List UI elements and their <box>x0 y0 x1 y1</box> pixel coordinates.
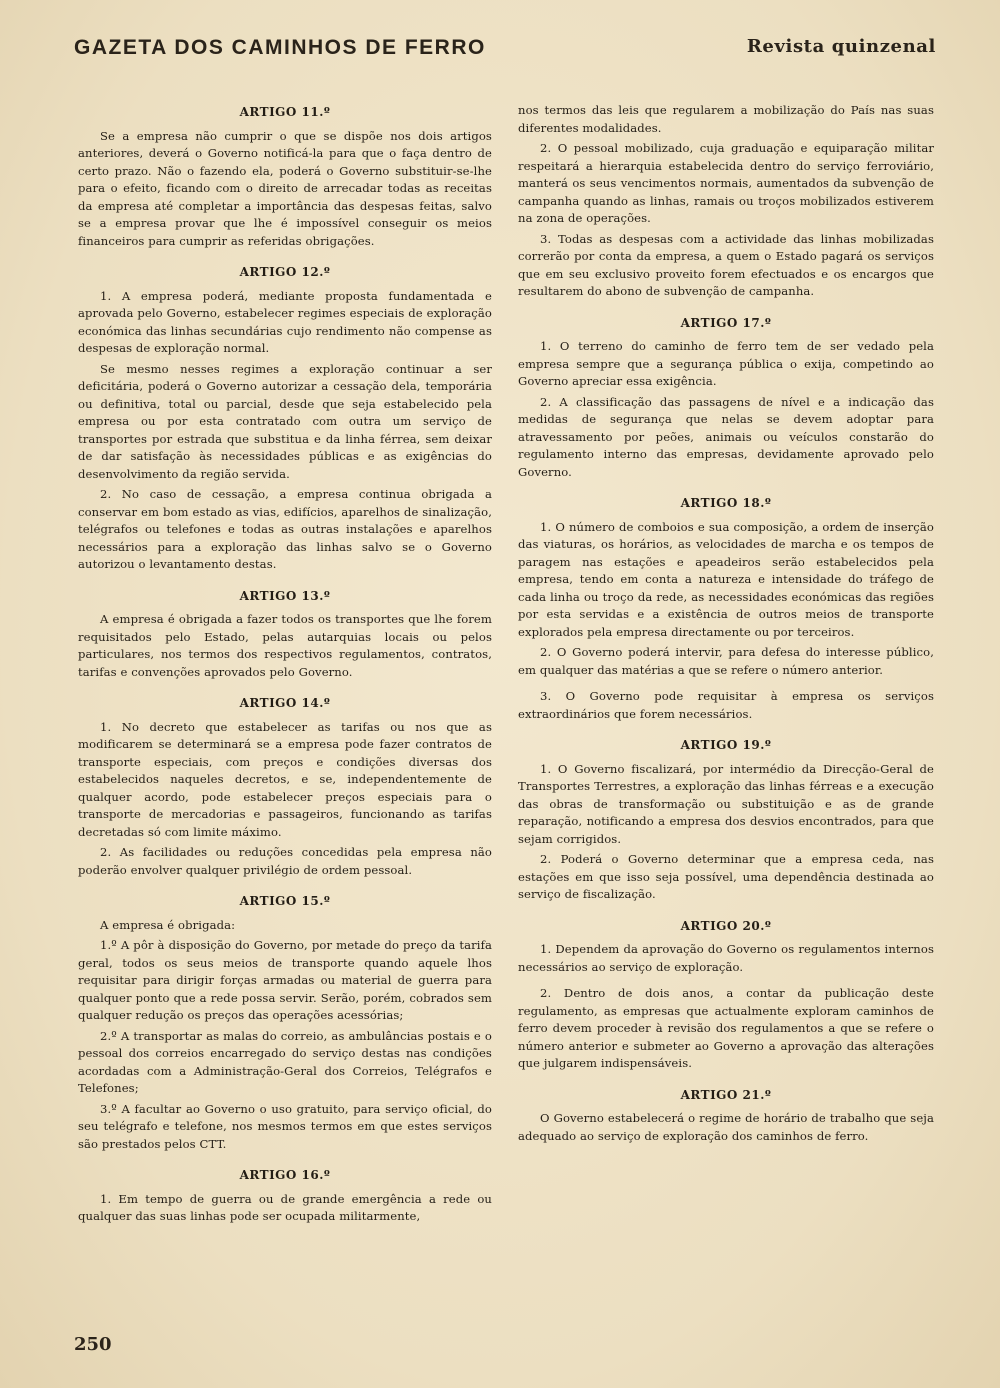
article-14 <box>78 695 492 879</box>
article-paragraph: 1.º A pôr à disposição do Governo, por metade do preço da tarifa geral, todos os seus meios de transporte quando aquele lhos requisitar para dirigir forças armadas ou material de guerra para qualquer ponto que a rede possa servir. Serão, porém, cobrados sem qualquer redução os preços das operações acessórias; <box>78 938 492 1022</box>
article-21 <box>518 1087 934 1146</box>
article-paragraph: 2. Poderá o Governo determinar que a empresa ceda, nas estações em que isso seja possível, uma dependência destinada ao serviço de fiscalização. <box>518 852 934 901</box>
article-paragraph: 2. No caso de cessação, a empresa continua obrigada a conservar em bom estado as vias, edifícios, aparelhos de sinalização, telégrafos ou telefones e todas as outras instalações e aparelhos necessários para a exploração das linhas salvo se o Governo autorizou o levantamento destas. <box>78 487 492 571</box>
article-paragraph: 2. O pessoal mobilizado, cuja graduação e equiparação militar respeitará a hierarquia estabelecida dentro do serviço ferroviário, manterá os seus vencimentos normais, aumentados da subvenção de campanha quando as linhas, ramais ou troços mobilizados estiverem na zona de operações. <box>518 141 934 225</box>
article-13 <box>78 588 492 682</box>
article-paragraph: 1. A empresa poderá, mediante proposta fundamentada e aprovada pelo Governo, estabelecer regimes especiais de exploração económica das linhas secundárias cujo rendimento não compense as despesas de exploração normal. <box>78 288 492 355</box>
right-column <box>518 102 934 1159</box>
article-paragraph: A empresa é obrigada a fazer todos os transportes que lhe forem requisitados pelo Estado, pelas autarquias locais ou pelos particulares, nos termos dos respectivos regulamentos, contratos, tarifas e convenções aprovados pelo Governo. <box>78 612 492 679</box>
article-paragraph: Se mesmo nesses regimes a exploração continuar a ser deficitária, poderá o Governo autorizar a cessação dela, temporária ou definitiva, total ou parcial, desde que seja estabelecido pela empresa ou por esta contratado com outra um serviço de transportes por estrada que substitua e da linha férrea, sem deixar de dar satisfação às necessidades públicas e as exigências do desenvolvimento da região servida. <box>78 361 492 481</box>
article-title: ARTIGO 12.º <box>239 265 331 279</box>
article-paragraph: 1. No decreto que estabelecer as tarifas ou nos que as modificarem se determinará se a empresa pode fazer contratos de transporte especiais, com preços e condições diversas dos estabelecidos naqueles decretos, e se, independentemente de qualquer acordo, pode estabelecer preços especiais para o transporte de mercadorias e passageiros, funcionando as tarifas decretadas só com limite máximo. <box>78 719 492 839</box>
article-title: ARTIGO 14.º <box>239 696 331 710</box>
article-title: ARTIGO 17.º <box>680 315 772 330</box>
article-title: ARTIGO 18.º <box>680 496 772 510</box>
article-20 <box>518 918 934 1073</box>
article-15 <box>78 893 492 1153</box>
article-17 <box>518 315 934 482</box>
article-title: ARTIGO 11.º <box>239 105 331 119</box>
article-12 <box>78 264 492 574</box>
article-title: ARTIGO 13.º <box>239 588 331 603</box>
article-paragraph: 2. Dentro de dois anos, a contar da publicação deste regulamento, as empresas que actualmente exploram caminhos de ferro devem proceder à revisão dos regulamentos a que se refere o número anterior e submeter ao Governo a aprovação das alterações que julgarem indispensáveis. <box>518 986 934 1070</box>
article-title: ARTIGO 19.º <box>680 738 772 752</box>
publication-subtitle: Revista quinzenal <box>746 36 936 57</box>
article-paragraph: 1. O Governo fiscalizará, por intermédio da Direcção-Geral de Transportes Terrestres, a exploração das linhas férreas e a execução das obras de transformação ou substituição e as de grande reparação, notificando a empresa dos desvios encontrados, para que sejam corrigidos. <box>518 761 934 846</box>
article-paragraph: 1. O terreno do caminho de ferro tem de ser vedado pela empresa sempre que a segurança pública o exija, competindo ao Governo apreciar essa exigência. <box>518 339 934 388</box>
article-16 <box>78 1167 492 1226</box>
article-paragraph: nos termos das leis que regularem a mobilização do País nas suas diferentes modalidades. <box>518 103 934 135</box>
left-column <box>78 104 492 1240</box>
article-paragraph: A empresa é obrigada: <box>100 917 236 932</box>
article-paragraph: O Governo estabelecerá o regime de horário de trabalho que seja adequado ao serviço de exploração dos caminhos de ferro. <box>518 1111 934 1143</box>
page-header <box>74 36 936 70</box>
article-11 <box>78 104 492 250</box>
article-paragraph: 2. O Governo poderá intervir, para defesa do interesse público, em qualquer das matérias a que se refere o número anterior. <box>518 645 934 677</box>
article-paragraph: 1. Dependem da aprovação do Governo os regulamentos internos necessários ao serviço de exploração. <box>518 942 934 974</box>
article-title: ARTIGO 15.º <box>239 894 331 908</box>
article-paragraph: 2. A classificação das passagens de nível e a indicação das medidas de segurança que nelas se devem adoptar para atravessamento por peões, animais ou veículos constarão do regulamento interno das empresas, devidamente aprovado pelo Governo. <box>518 394 934 479</box>
article-19 <box>518 737 934 904</box>
article-paragraph: Se a empresa não cumprir o que se dispõe nos dois artigos anteriores, deverá o Governo notificá-la para que o faça dentro de certo prazo. Não o fazendo ela, poderá o Governo substituir-se-lhe para o efeito, ficando com o direito de arrecadar todas as receitas da empresa até completar a importância das despesas feitas, salvo se a empresa provar que lhe é impossível conseguir os meios financeiros para cumprir as referidas obrigações. <box>78 128 492 248</box>
publication-title: GAZETA DOS CAMINHOS DE FERRO <box>74 36 486 59</box>
article-paragraph: 3. O Governo pode requisitar à empresa os serviços extraordinários que forem necessários. <box>518 689 934 721</box>
article-paragraph: 1. Em tempo de guerra ou de grande emergência a rede ou qualquer das suas linhas pode ser ocupada militarmente, <box>78 1191 492 1223</box>
article-18 <box>518 495 934 723</box>
article-16-continued <box>518 102 934 301</box>
article-paragraph: 2.º A transportar as malas do correio, as ambulâncias postais e o pessoal dos correios encarregado do serviço destas nas condições acordadas com a Administração-Geral dos Correios, Telégrafos e Telefones; <box>78 1028 492 1095</box>
article-paragraph: 3.º A facultar ao Governo o uso gratuito, para serviço oficial, do seu telégrafo e telefone, nos mesmos termos em que estes serviços são prestados pelos CTT. <box>78 1101 492 1151</box>
page-number: 250 <box>74 1334 112 1355</box>
article-title: ARTIGO 21.º <box>680 1087 772 1102</box>
article-paragraph: 1. O número de comboios e sua composição, a ordem de inserção das viaturas, os horários, as velocidades de marcha e os tempos de paragem nas estações e apeadeiros serão estabelecidos pela empresa, tendo em conta a natureza e intensidade do tráfego de cada linha ou troço da rede, as necessidades económicas das regiões por esta servidas e a existência de outros meios de transporte explorados pela empresa directamente ou por terceiros. <box>518 519 934 639</box>
article-paragraph: 3. Todas as despesas com a actividade das linhas mobilizadas correrão por conta da empresa, a quem o Estado pagará os serviços que em seu exclusivo proveito forem efectuados e os encargos que resultarem do abono de subvenção de campanha. <box>518 231 934 298</box>
article-paragraph: 2. As facilidades ou reduções concedidas pela empresa não poderão envolver qualquer privilégio de ordem pessoal. <box>78 845 492 877</box>
article-title: ARTIGO 16.º <box>239 1168 331 1182</box>
article-title: ARTIGO 20.º <box>680 918 772 933</box>
